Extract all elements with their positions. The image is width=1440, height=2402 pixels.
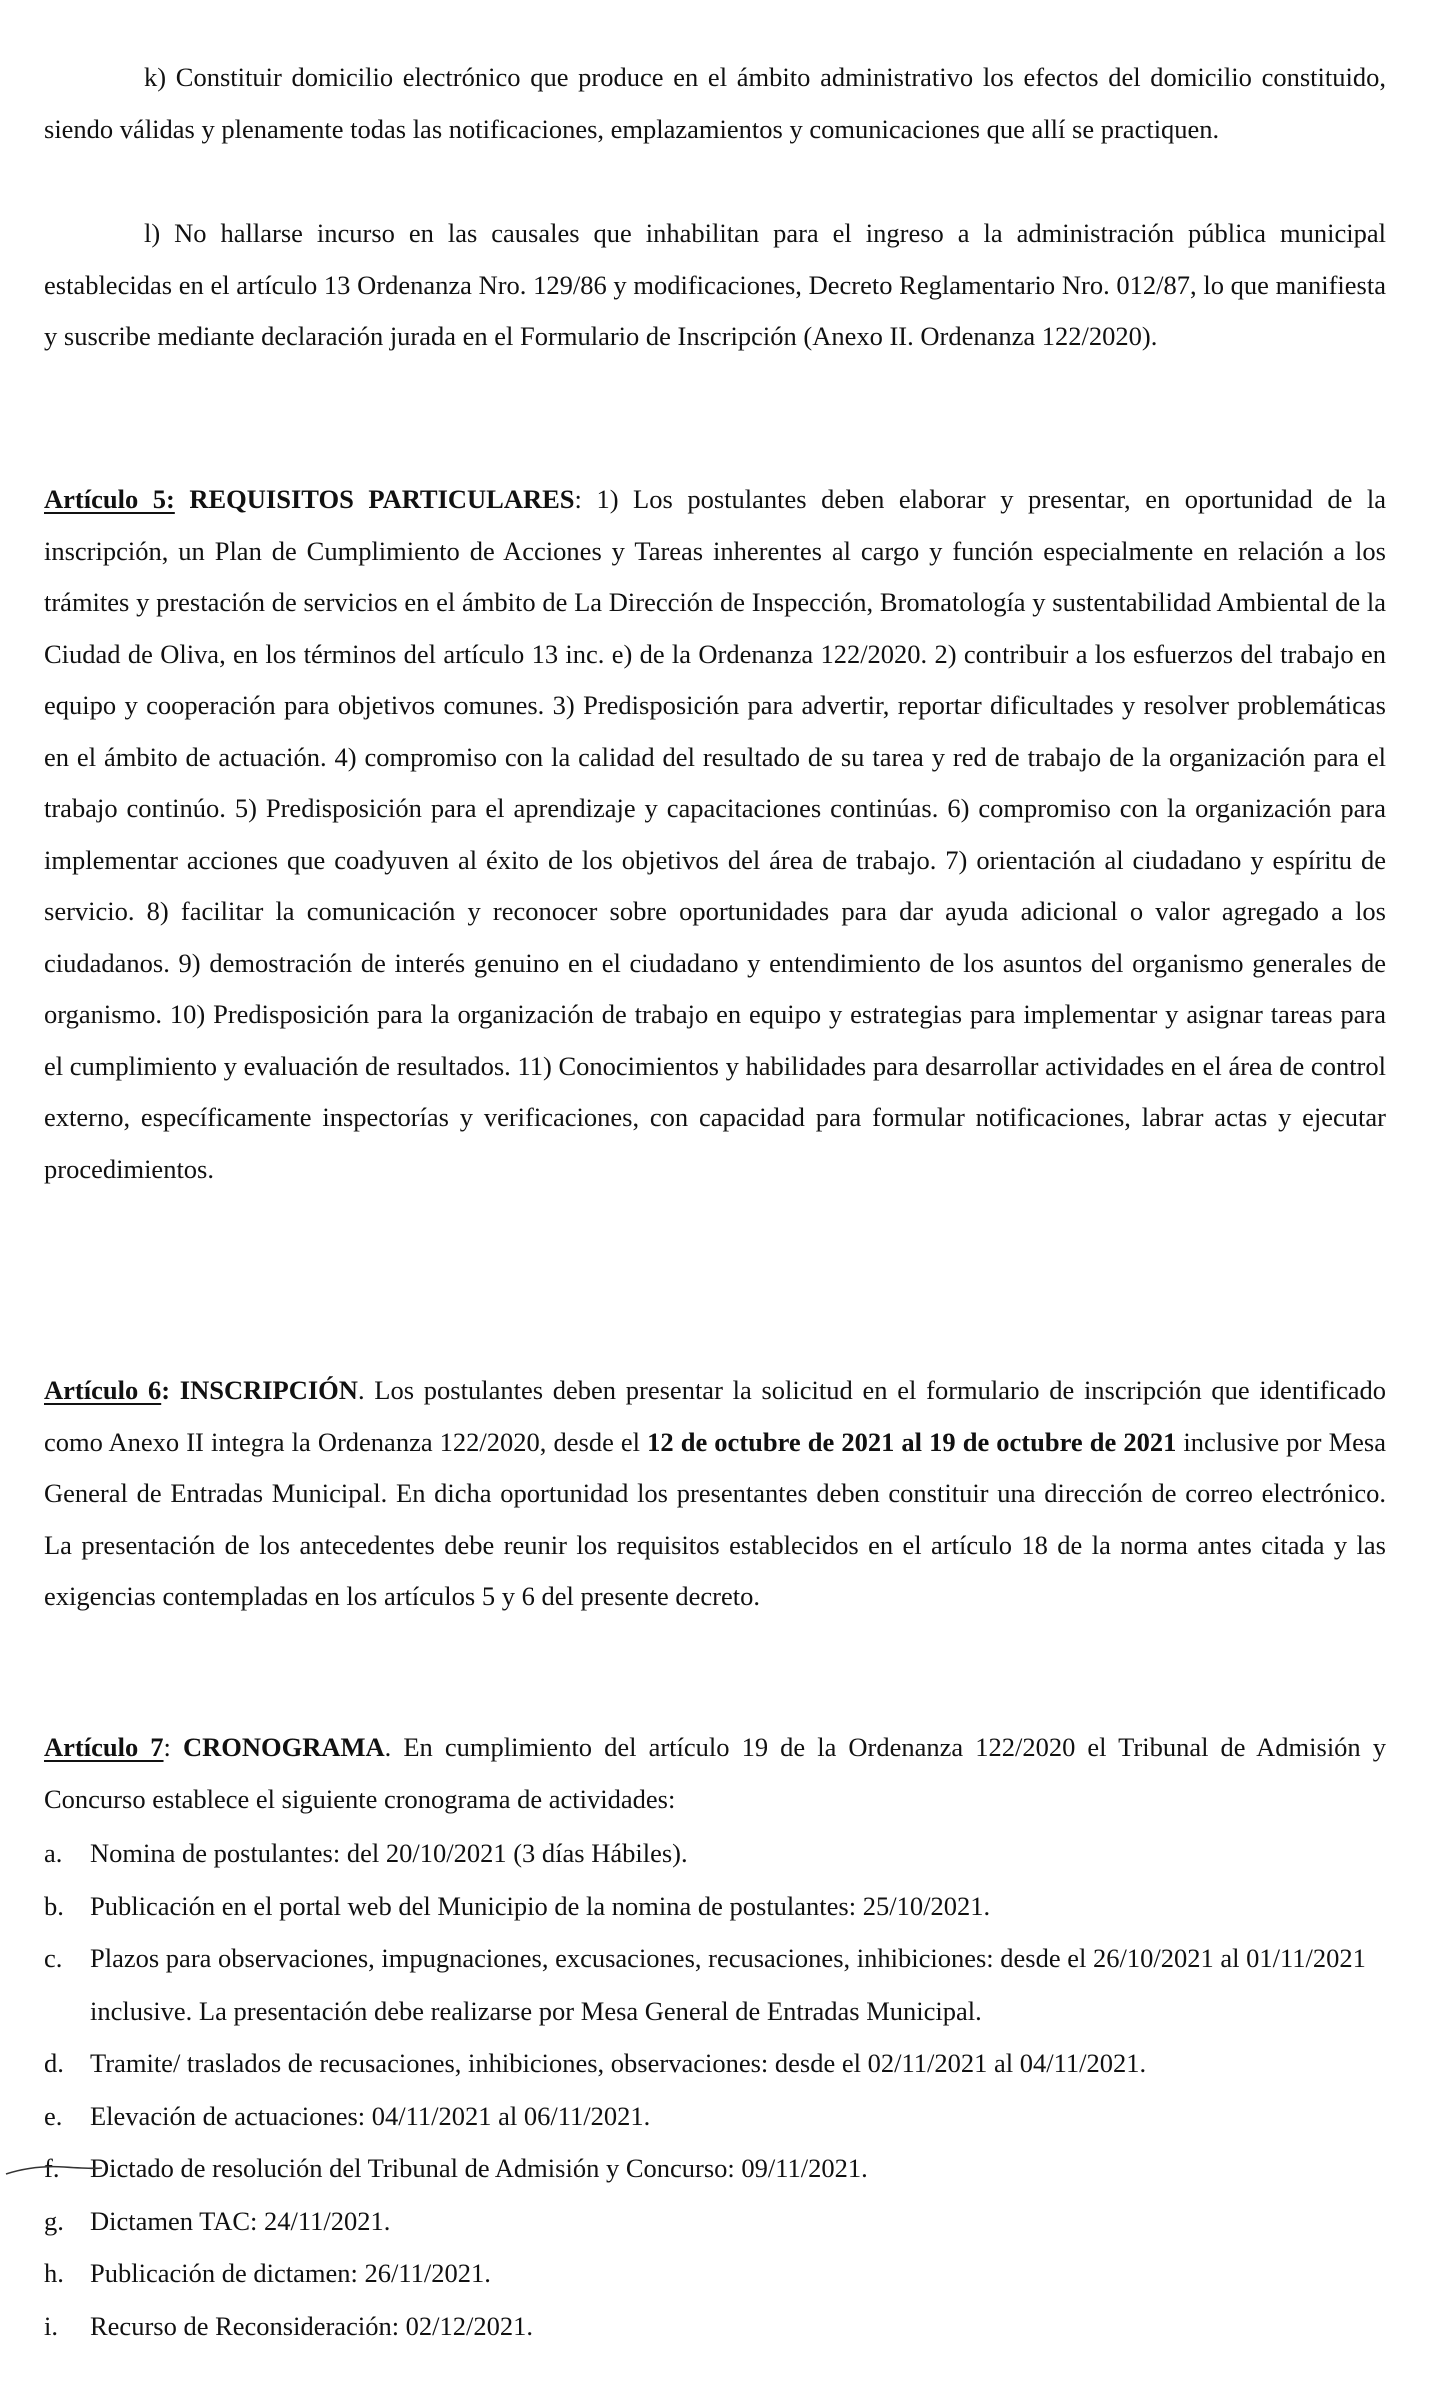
schedule-item-text: Tramite/ traslados de recusaciones, inhibiciones, observaciones: desde el 02/11/2021 al 04/11/2021.	[90, 2048, 1147, 2078]
schedule-item-marker: h.	[44, 2258, 64, 2288]
schedule-item-marker: e.	[44, 2100, 63, 2131]
article-6-dates: 12 de octubre de 2021 al 19 de octubre de 2021	[647, 1426, 1177, 1457]
paragraph-k: k) Constituir domicilio electrónico que produce en el ámbito administrativo los efectos del domicilio constituido, siendo válidas y plenamente todas las notificaciones, emplazamientos y comunicaciones que allí se practiquen.	[44, 62, 1386, 144]
article-7	[44, 1722, 1386, 1825]
schedule-item	[44, 2037, 1386, 2090]
schedule-item-marker: f.	[44, 2153, 60, 2183]
article-6-colon: :	[161, 1375, 171, 1405]
schedule-item-marker: g.	[44, 2205, 64, 2236]
article-6	[44, 1365, 1386, 1623]
schedule-item	[44, 1880, 1386, 1933]
article-5-body: : 1) Los postulantes deben elaborar y presentar, en oportunidad de la inscripción, un Plan de Cumplimiento de Acciones y Tareas inherentes al cargo y función especialmente en relación a los trámites y prestación de servicios en el ámbito de La Dirección de Inspección, Bromatología y sustentabilidad Ambiental de la Ciudad de Oliva, en los términos del artículo 13 inc. e) de la Ordenanza 122/2020. 2) contribuir a los esfuerzos del trabajo en equipo y cooperación para objetivos comunes. 3) Predisposición para advertir, reportar dificultades y resolver problemáticas en el ámbito de actuación. 4) compromiso con la calidad del resultado de su tarea y red de trabajo de la organización para el trabajo continúo. 5) Predisposición para el aprendizaje y capacitaciones continúas. 6) compromiso con la organización para implementar acciones que coadyuven al éxito de los objetivos del área de trabajo. 7) orientación al ciudadano y espíritu de servicio. 8) facilitar la comunicación y reconocer sobre oportunidades para dar ayuda adicional o valor agregado a los ciudadanos. 9) demostración de interés genuino en el ciudadano y entendimiento de los asuntos del organismo generales de organismo. 10) Predisposición para la organización de trabajo en equipo y estrategias para implementar y asignar tareas para el cumplimiento y evaluación de resultados. 11) Conocimientos y habilidades para desarrollar actividades en el área de control externo, específicamente inspectorías y verificaciones, con capacidad para formular notificaciones, labrar actas y ejecutar procedimientos.	[44, 484, 1386, 1184]
schedule-item-text: Publicación de dictamen: 26/11/2021.	[90, 2258, 491, 2288]
schedule-list	[44, 1827, 1386, 2352]
schedule-item-text: Plazos para observaciones, impugnaciones, excusaciones, recusaciones, inhibiciones: desde el 26/10/2021 al 01/11/2021 inclusive. La presentación debe realizarse por Mesa General de Entradas Municipal.	[90, 1943, 1366, 2026]
pen-mark-icon	[4, 2163, 104, 2177]
article-6-label: Artículo 6	[44, 1375, 162, 1405]
article-5-title: REQUISITOS PARTICULARES	[189, 484, 575, 514]
article-6-body-2: inclusive por Mesa General de Entradas Municipal. En dicha oportunidad los presentantes deben constituir una dirección de correo electrónico. La presentación de los antecedentes debe reunir los requisitos establecidos en el artículo 18 de la norma antes citada y las exigencias contempladas en los artículos 5 y 6 del presente decreto.	[44, 1426, 1386, 1611]
article-7-label: Artículo 7	[44, 1732, 164, 1762]
article-7-title: CRONOGRAMA	[182, 1732, 385, 1762]
schedule-item	[44, 2300, 1386, 2353]
schedule-item	[44, 1932, 1386, 2037]
article-6-body-1: . Los postulantes deben presentar la solicitud en el formulario de inscripción que identificado como Anexo II integra la Ordenanza 122/2020, desde el	[44, 1375, 1386, 1457]
schedule-item	[44, 2247, 1386, 2300]
article-5-label: Artículo 5:	[44, 484, 175, 514]
schedule-item	[44, 2195, 1386, 2248]
article-6-title: INSCRIPCIÓN	[170, 1375, 358, 1405]
schedule-item-text: Elevación de actuaciones: 04/11/2021 al 06/11/2021.	[90, 2100, 651, 2131]
schedule-item-text: Recurso de Reconsideración: 02/12/2021.	[90, 2310, 534, 2341]
schedule-item-text: Publicación en el portal web del Municipio de la nomina de postulantes: 25/10/2021.	[90, 1890, 991, 1921]
schedule-item-marker: b.	[44, 1890, 64, 1921]
schedule-item-text: Nomina de postulantes: del 20/10/2021 (3 días Hábiles).	[90, 1838, 688, 1868]
schedule-item-marker: c.	[44, 1943, 63, 1973]
article-5	[44, 474, 1386, 1195]
article-7-body: . En cumplimiento del artículo 19 de la Ordenanza 122/2020 el Tribunal de Admisión y Concurso establece el siguiente cronograma de actividades:	[44, 1732, 1386, 1814]
schedule-item	[44, 2142, 1386, 2195]
schedule-item-marker: a.	[44, 1838, 63, 1868]
paragraph-l: l) No hallarse incurso en las causales que inhabilitan para el ingreso a la administración pública municipal establecidas en el artículo 13 Ordenanza Nro. 129/86 y modificaciones, Decreto Reglamentario Nro. 012/87, lo que manifiesta y suscribe mediante declaración jurada en el Formulario de Inscripción (Anexo II. Ordenanza 122/2020).	[44, 218, 1386, 351]
schedule-item	[44, 2090, 1386, 2143]
schedule-item-marker: d.	[44, 2048, 64, 2078]
schedule-item	[44, 1827, 1386, 1880]
schedule-item-text: Dictamen TAC: 24/11/2021.	[90, 2205, 391, 2236]
schedule-item-text: Dictado de resolución del Tribunal de Admisión y Concurso: 09/11/2021.	[90, 2153, 868, 2183]
article-7-colon: :	[163, 1732, 183, 1762]
schedule-item-marker: i.	[44, 2310, 58, 2341]
